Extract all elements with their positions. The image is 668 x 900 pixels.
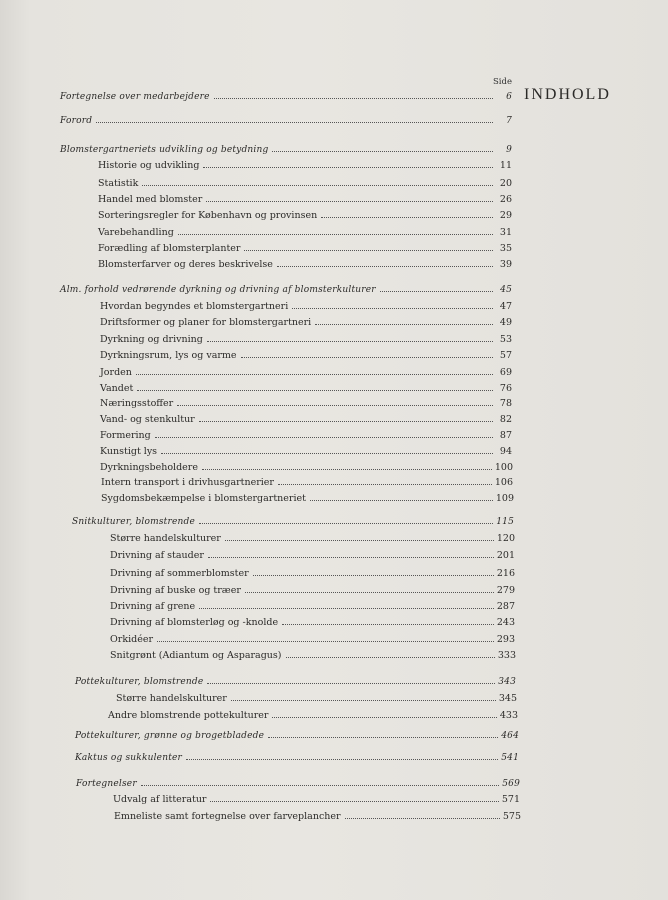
toc-entry-page-number: 279 [496,585,515,596]
toc-entry-page-number: 53 [499,334,512,345]
toc-entry [100,459,513,474]
toc-entry [100,331,512,346]
toc-entry-label: Formering [100,430,151,441]
dot-leader [142,175,493,186]
toc-entry-page-number: 82 [499,414,512,425]
toc-entry-page-number: 541 [501,753,519,763]
toc-entry-page-number: 57 [499,350,512,361]
toc-entry-page-number: 35 [499,243,512,254]
toc-entry [98,240,512,255]
dot-leader [206,191,493,202]
toc-entry-page-number: 464 [501,731,519,741]
dot-leader [137,380,493,391]
toc-entry-label: Blomsterfarver og deres beskrivelse [98,259,273,270]
toc-entry-page-number: 7 [506,116,512,126]
toc-entry-label: Pottekulturer, grønne og brogetbladede [75,731,265,741]
toc-entry-page-number: 243 [496,617,515,628]
toc-entry [108,707,518,722]
toc-entry-page-number: 120 [496,533,515,544]
dot-leader [155,427,493,438]
toc-entry-label: Driftsformer og planer for blomstergartneri [100,317,312,328]
dot-leader [199,513,493,524]
toc-entry-label: Udvalg af litteratur [113,794,207,805]
toc-entry [110,582,515,597]
toc-entry [72,513,514,528]
toc-entry [60,141,512,156]
toc-entry-label: Drivning af blomsterløg og -knolde [110,617,279,628]
toc-entry-label: Drivning af stauder [110,550,204,561]
toc-entry [100,298,512,313]
dot-leader [292,298,493,309]
toc-entry-page-number: 343 [498,677,516,687]
toc-entry-label: Sorteringsregler for København og provinsen [98,210,318,221]
toc-entry-page-number: 201 [496,550,515,561]
toc-entry-label: Kaktus og sukkulenter [75,753,183,763]
dot-leader [210,791,498,802]
dot-leader [282,614,494,625]
toc-entry [100,314,512,329]
toc-entry [110,530,515,545]
toc-entry-page-number: 9 [506,145,512,155]
toc-entry [110,647,516,662]
dot-leader [310,490,493,501]
toc-entry-label: Fortegnelse over medarbejdere [60,92,210,102]
toc-entry [110,598,515,613]
toc-entry-label: Vandet [100,383,134,394]
toc-entry-page-number: 29 [499,210,512,221]
toc-entry [75,749,519,764]
toc-entry-page-number: 106 [494,477,513,488]
toc-entry-page-number: 216 [496,568,515,579]
toc-entry-label: Alm. forhold vedrørende dyrkning og drivning af blomsterkulturer [60,285,376,295]
toc-entry-page-number: 569 [502,779,520,789]
toc-entry [75,673,516,688]
dot-leader [208,547,494,558]
toc-entry [100,427,512,442]
toc-entry-label: Pottekulturer, blomstrende [75,677,204,687]
toc-entry [100,347,512,362]
toc-entry-page-number: 433 [499,710,518,721]
toc-entry [100,395,512,410]
side-column-label: Side [492,77,512,87]
toc-entry [60,281,512,296]
toc-entry-label: Forord [60,116,93,126]
toc-entry-page-number: 69 [499,367,512,378]
dot-leader [203,157,493,168]
toc-entry [101,490,514,505]
dot-leader [136,364,493,375]
toc-entry-label: Snitkulturer, blomstrende [72,517,196,527]
dot-leader [315,314,493,325]
dot-leader [272,707,496,718]
toc-entry-page-number: 87 [499,430,512,441]
toc-entry-page-number: 333 [497,650,516,661]
toc-entry-label: Større handelskulturer [110,533,221,544]
dot-leader [380,281,493,292]
dot-leader [96,112,493,123]
toc-entry-page-number: 45 [500,285,512,295]
dot-leader [231,690,496,701]
dot-leader [225,530,494,541]
toc-entry-page-number: 293 [496,634,515,645]
toc-entry-label: Blomstergartneriets udvikling og betydning [60,145,269,155]
toc-entry-label: Dyrkningsrum, lys og varme [100,350,237,361]
dot-leader [286,647,495,658]
toc-entry-page-number: 100 [494,462,513,473]
toc-entry-label: Drivning af buske og træer [110,585,241,596]
toc-entry-page-number: 345 [498,693,517,704]
toc-entry-page-number: 94 [499,446,512,457]
dot-leader [207,331,493,342]
toc-entry-label: Snitgrønt (Adiantum og Asparagus) [110,650,282,661]
toc-entry-page-number: 287 [496,601,515,612]
toc-entry [110,631,515,646]
toc-entry [116,690,517,705]
toc-entry-label: Vand- og stenkultur [100,414,195,425]
dot-leader [321,207,493,218]
toc-entry-page-number: 11 [499,160,512,171]
toc-entry [100,380,512,395]
toc-entry [98,191,512,206]
dot-leader [245,582,494,593]
dot-leader [199,411,493,422]
dot-leader [199,598,494,609]
toc-entry-label: Andre blomstrende pottekulturer [108,710,269,721]
dot-leader [277,256,493,267]
toc-entry [110,614,515,629]
toc-entry [100,411,512,426]
page-title: INDHOLD [524,86,611,103]
toc-entry-label: Jorden [100,367,132,378]
toc-entry-label: Sygdomsbekæmpelse i blomstergartneriet [101,493,306,504]
toc-entry-page-number: 49 [499,317,512,328]
dot-leader [272,141,493,152]
toc-entry-label: Større handelskulturer [116,693,227,704]
toc-entry-label: Emneliste samt fortegnelse over farveplancher [114,811,341,822]
toc-entry-page-number: 6 [506,92,512,102]
toc-entry-label: Hvordan begyndes et blomstergartneri [100,301,289,312]
toc-entry [98,256,512,271]
toc-entry-page-number: 39 [499,259,512,270]
toc-entry-label: Fortegnelser [76,779,137,789]
toc-entry-label: Forædling af blomsterplanter [98,243,241,254]
toc-entry-label: Orkidéer [110,634,153,645]
toc-entry-page-number: 26 [499,194,512,205]
toc-entry [98,224,512,239]
toc-entry-label: Intern transport i drivhusgartnerier [101,477,274,488]
toc-entry-page-number: 115 [496,517,514,527]
toc-entry-page-number: 76 [499,383,512,394]
toc-entry-label: Drivning af sommerblomster [110,568,249,579]
toc-entry [98,175,512,190]
toc-entry-page-number: 109 [495,493,514,504]
toc-entry-label: Dyrkning og drivning [100,334,203,345]
toc-entry-label: Varebehandling [98,227,174,238]
dot-leader [345,808,500,819]
toc-entry-label: Drivning af grene [110,601,196,612]
toc-entry [98,207,512,222]
toc-entry-page-number: 47 [499,301,512,312]
toc-entry [76,775,520,790]
toc-entry [113,791,520,806]
toc-entry [100,443,512,458]
dot-leader [253,565,494,576]
dot-leader [278,474,492,485]
dot-leader [178,224,493,235]
toc-entry-label: Handel med blomster [98,194,203,205]
toc-entry-page-number: 575 [502,811,521,822]
toc-entry-label: Næringsstoffer [100,398,174,409]
toc-entry [114,808,521,823]
toc-entry-label: Kunstigt lys [100,446,158,457]
dot-leader [186,749,498,760]
toc-entry [100,364,512,379]
dot-leader [207,673,495,684]
toc-entry-page-number: 571 [501,794,520,805]
dot-leader [244,240,493,251]
dot-leader [214,88,493,99]
dot-leader [157,631,494,642]
dot-leader [202,459,492,470]
dot-leader [268,727,498,738]
toc-entry-label: Dyrkningsbeholdere [100,462,198,473]
dot-leader [161,443,493,454]
toc-entry [110,547,515,562]
dot-leader [141,775,499,786]
toc-entry [98,157,512,172]
toc-entry-page-number: 78 [499,398,512,409]
toc-entry [101,474,513,489]
toc-entry [60,88,512,103]
toc-entry-page-number: 31 [499,227,512,238]
dot-leader [241,347,493,358]
toc-entry-page-number: 20 [499,178,512,189]
toc-entry [60,112,512,127]
dot-leader [177,395,493,406]
toc-entry [110,565,515,580]
toc-entry-label: Statistik [98,178,139,189]
toc-entry-label: Historie og udvikling [98,160,200,171]
toc-entry [75,727,519,742]
